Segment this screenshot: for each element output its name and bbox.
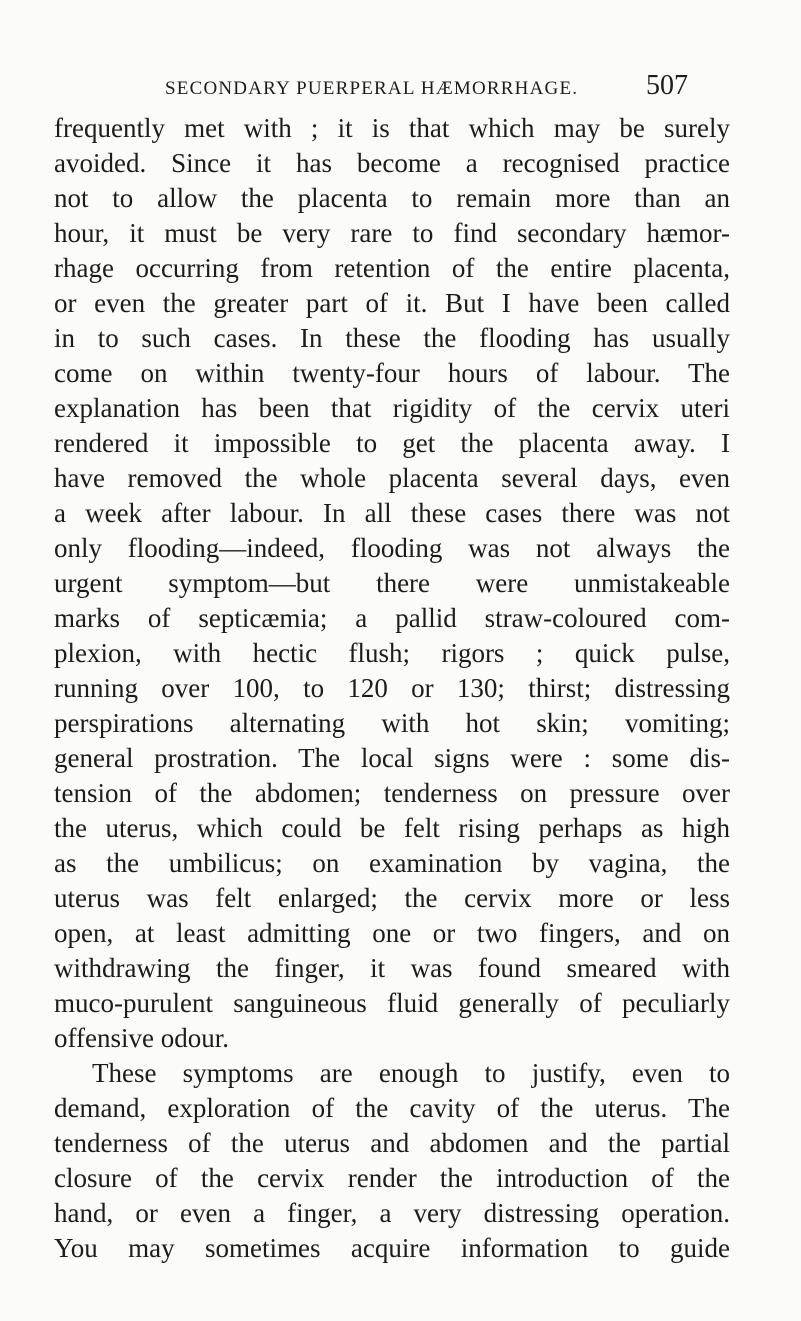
text-line: hour, it must be very rare to find secondary hæmor- — [54, 218, 730, 248]
text-line: rhage occurring from retention of the entire placenta, — [54, 253, 730, 283]
text-line: withdrawing the finger, it was found smeared with — [54, 953, 730, 983]
text-line: frequently met with ; it is that which may be surely — [54, 113, 730, 143]
text-line: or even the greater part of it. But I have been called — [54, 288, 730, 318]
text-line: explanation has been that rigidity of the cervix uteri — [54, 393, 730, 423]
text-line: tension of the abdomen; tenderness on pressure over — [54, 778, 730, 808]
text-line: hand, or even a finger, a very distressing operation. — [54, 1198, 730, 1228]
text-line: avoided. Since it has become a recognised practice — [54, 148, 730, 178]
text-line: come on within twenty-four hours of labour. The — [54, 358, 730, 388]
running-head: SECONDARY PUERPERAL HÆMORRHAGE. — [165, 78, 579, 99]
text-line: marks of septicæmia; a pallid straw-coloured com- — [54, 603, 730, 633]
text-line: open, at least admitting one or two fingers, and on — [54, 918, 730, 948]
text-line: offensive odour. — [54, 1023, 229, 1053]
text-line: rendered it impossible to get the placenta away. I — [54, 428, 730, 458]
text-line: tenderness of the uterus and abdomen and the partial — [54, 1128, 730, 1158]
text-line: You may sometimes acquire information to guide — [54, 1233, 730, 1263]
text-line: running over 100, to 120 or 130; thirst; distressing — [54, 673, 730, 703]
text-line: demand, exploration of the cavity of the uterus. The — [54, 1093, 730, 1123]
text-line: in to such cases. In these the flooding has usually — [54, 323, 730, 353]
text-line: These symptoms are enough to justify, even to — [92, 1058, 730, 1088]
text-line: urgent symptom—but there were unmistakeable — [54, 568, 730, 598]
page-number: 507 — [646, 70, 688, 101]
text-line: uterus was felt enlarged; the cervix more or less — [54, 883, 730, 913]
text-line: general prostration. The local signs were : some dis- — [54, 743, 730, 773]
text-line: closure of the cervix render the introduction of the — [54, 1163, 730, 1193]
text-line: perspirations alternating with hot skin; vomiting; — [54, 708, 730, 738]
text-line: not to allow the placenta to remain more than an — [54, 183, 730, 213]
text-line: have removed the whole placenta several days, even — [54, 463, 730, 493]
text-line: plexion, with hectic flush; rigors ; quick pulse, — [54, 638, 730, 668]
text-line: only flooding—indeed, flooding was not always the — [54, 533, 730, 563]
text-line: the uterus, which could be felt rising perhaps as high — [54, 813, 730, 843]
text-line: as the umbilicus; on examination by vagina, the — [54, 848, 730, 878]
text-line: a week after labour. In all these cases there was not — [54, 498, 730, 528]
text-line: muco-purulent sanguineous fluid generally of peculiarly — [54, 988, 730, 1018]
